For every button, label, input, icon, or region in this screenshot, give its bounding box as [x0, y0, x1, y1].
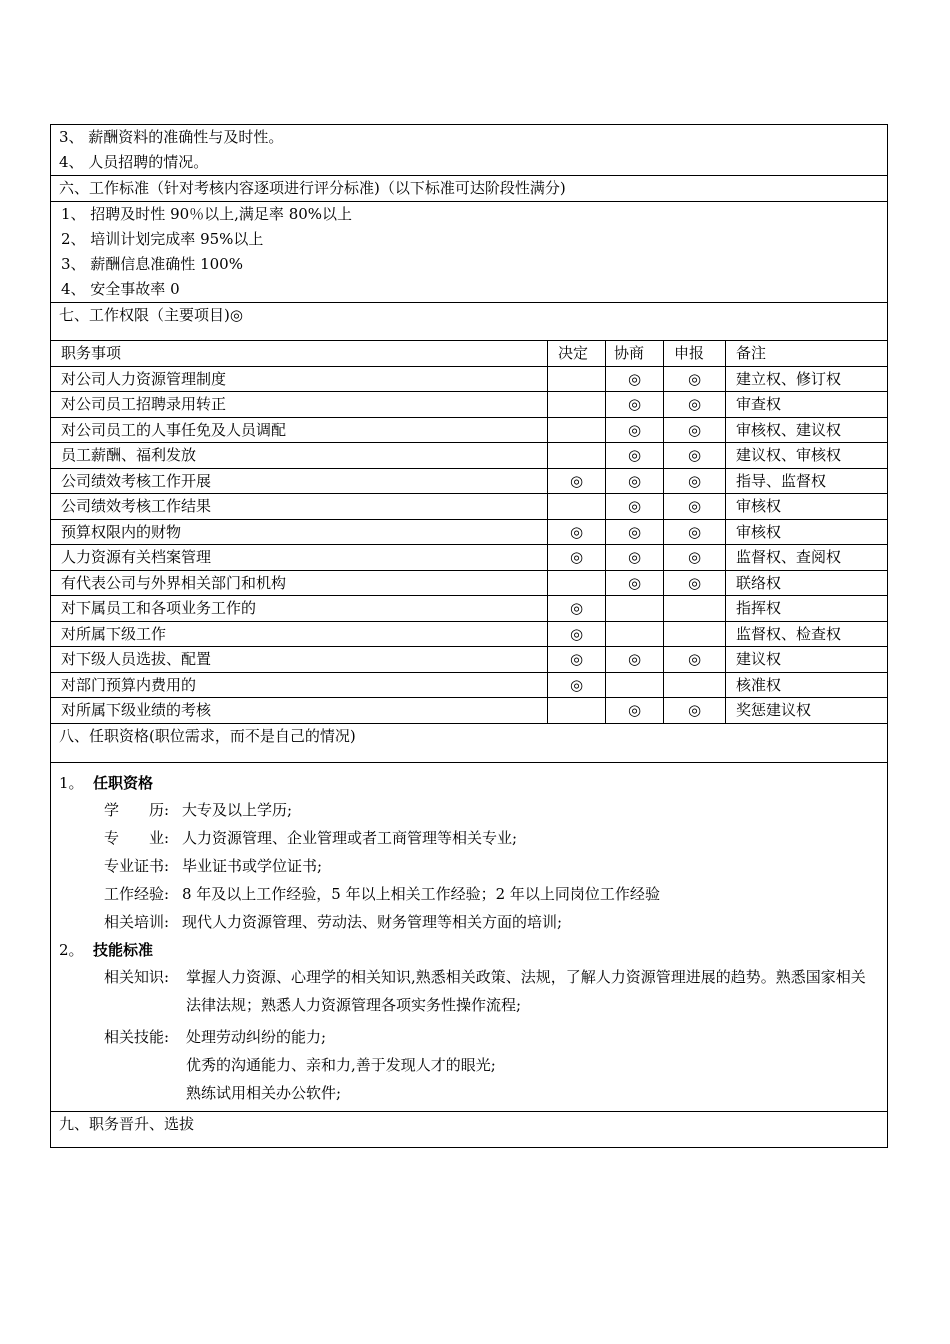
skills-heading [59, 938, 879, 963]
consult-mark: ◎ [606, 545, 664, 571]
section-title: 六、工作标准（针对考核内容逐项进行评分标准)（以下标准可达阶段性满分) [59, 179, 566, 197]
standard-item: 4、 安全事故率 0 [61, 280, 180, 298]
qualification-row [59, 852, 879, 880]
consult-mark [606, 596, 664, 622]
knowledge-label: 相关知识: [104, 967, 170, 986]
skill-row [59, 1023, 879, 1107]
decide-mark: ◎ [548, 672, 606, 698]
skill-item: 熟练试用相关办公软件; [186, 1083, 342, 1102]
report-mark: ◎ [664, 570, 726, 596]
section-title: 七、工作权限（主要项目)◎ [59, 306, 243, 324]
remark: 联络权 [726, 570, 888, 596]
section9-title-row [51, 1111, 888, 1147]
authority-row [51, 596, 888, 622]
authority-row [51, 494, 888, 520]
authority-item: 对下属员工和各项业务工作的 [51, 596, 548, 622]
authority-item: 对所属下级工作 [51, 621, 548, 647]
section7-title-row [51, 303, 888, 341]
consult-mark [606, 672, 664, 698]
remark: 审核权 [726, 494, 888, 520]
remark: 监督权、查阅权 [726, 545, 888, 571]
authority-item: 公司绩效考核工作结果 [51, 494, 548, 520]
authority-item: 对所属下级业绩的考核 [51, 698, 548, 724]
assessment-item: 3、 薪酬资料的准确性与及时性。 [59, 128, 284, 146]
remark: 审核权 [726, 519, 888, 545]
decide-mark [548, 366, 606, 392]
section6-title-row [51, 176, 888, 202]
remark: 审核权、建议权 [726, 417, 888, 443]
skill-item: 处理劳动纠纷的能力; [186, 1027, 327, 1046]
qual-value: 大专及以上学历; [182, 800, 293, 819]
authority-row [51, 647, 888, 673]
knowledge-row [59, 963, 879, 1019]
qual-label: 专 业: [104, 828, 170, 847]
qual-label: 工作经验: [104, 884, 170, 903]
report-mark: ◎ [664, 366, 726, 392]
heading-text: 任职资格 [93, 773, 154, 792]
remark: 建议权 [726, 647, 888, 673]
qual-label: 专业证书: [104, 856, 170, 875]
decide-mark [548, 443, 606, 469]
authority-row [51, 672, 888, 698]
remark: 指挥权 [726, 596, 888, 622]
consult-mark: ◎ [606, 570, 664, 596]
qualification-row [59, 880, 879, 908]
column-header: 决定 [548, 341, 606, 367]
authority-item: 对公司人力资源管理制度 [51, 366, 548, 392]
decide-mark [548, 417, 606, 443]
decide-mark: ◎ [548, 519, 606, 545]
authority-row [51, 698, 888, 724]
authority-row [51, 545, 888, 571]
standard-item: 1、 招聘及时性 90％以上,满足率 80%以上 [61, 205, 353, 223]
assessment-items-row [51, 125, 888, 176]
column-header: 备注 [726, 341, 888, 367]
skill-item: 优秀的沟通能力、亲和力,善于发现人才的眼光; [186, 1055, 496, 1074]
qual-value: 人力资源管理、企业管理或者工商管理等相关专业; [182, 828, 518, 847]
heading-number: 1。 [59, 773, 84, 792]
qualification-row [59, 796, 879, 824]
column-header: 申报 [664, 341, 726, 367]
decide-mark [548, 494, 606, 520]
section-title: 八、任职资格(职位需求，而不是自己的情况) [59, 726, 356, 745]
report-mark [664, 672, 726, 698]
qualification-heading [59, 771, 879, 796]
report-mark: ◎ [664, 443, 726, 469]
column-header: 职务事项 [51, 341, 548, 367]
consult-mark: ◎ [606, 647, 664, 673]
section8-title-row [51, 723, 888, 762]
report-mark: ◎ [664, 519, 726, 545]
authority-row [51, 392, 888, 418]
column-header: 协商 [606, 341, 664, 367]
decide-mark [548, 698, 606, 724]
authority-item: 有代表公司与外界相关部门和机构 [51, 570, 548, 596]
report-mark: ◎ [664, 417, 726, 443]
decide-mark: ◎ [548, 596, 606, 622]
heading-number: 2。 [59, 940, 84, 959]
standard-item: 3、 薪酬信息准确性 100% [61, 255, 243, 273]
authority-item: 对公司员工招聘录用转正 [51, 392, 548, 418]
authority-item: 预算权限内的财物 [51, 519, 548, 545]
consult-mark: ◎ [606, 366, 664, 392]
section8-content-row [51, 762, 888, 1111]
remark: 建议权、审核权 [726, 443, 888, 469]
report-mark: ◎ [664, 392, 726, 418]
knowledge-value: 掌握人力资源、心理学的相关知识,熟悉相关政策、法规，了解人力资源管理进展的趋势。熟悉国家相关法律法规；熟悉人力资源管理各项实务性操作流程; [186, 967, 866, 1014]
authority-item: 员工薪酬、福利发放 [51, 443, 548, 469]
standard-item: 2、 培训计划完成率 95%以上 [61, 230, 264, 248]
authority-row [51, 443, 888, 469]
skill-list [186, 1023, 879, 1107]
decide-mark: ◎ [548, 621, 606, 647]
authority-row [51, 621, 888, 647]
decide-mark: ◎ [548, 468, 606, 494]
report-mark: ◎ [664, 468, 726, 494]
report-mark [664, 621, 726, 647]
heading-text: 技能标准 [93, 940, 154, 959]
consult-mark: ◎ [606, 443, 664, 469]
qualification-row [59, 908, 879, 936]
authority-item: 对下级人员选拔、配置 [51, 647, 548, 673]
consult-mark: ◎ [606, 417, 664, 443]
report-mark: ◎ [664, 494, 726, 520]
consult-mark: ◎ [606, 468, 664, 494]
authority-row [51, 468, 888, 494]
assessment-item: 4、 人员招聘的情况。 [59, 153, 209, 171]
report-mark [664, 596, 726, 622]
authority-row [51, 519, 888, 545]
qualification-row [59, 824, 879, 852]
job-description-table [50, 124, 888, 1148]
remark: 核准权 [726, 672, 888, 698]
decide-mark [548, 570, 606, 596]
authority-row [51, 570, 888, 596]
decide-mark: ◎ [548, 647, 606, 673]
authority-item: 对部门预算内费用的 [51, 672, 548, 698]
consult-mark: ◎ [606, 519, 664, 545]
remark: 指导、监督权 [726, 468, 888, 494]
consult-mark: ◎ [606, 698, 664, 724]
remark: 建立权、修订权 [726, 366, 888, 392]
authority-row [51, 417, 888, 443]
document-page [50, 124, 887, 1148]
authority-row [51, 366, 888, 392]
consult-mark [606, 621, 664, 647]
report-mark: ◎ [664, 647, 726, 673]
authority-item: 公司绩效考核工作开展 [51, 468, 548, 494]
decide-mark [548, 392, 606, 418]
section6-items-row [51, 202, 888, 303]
remark: 奖惩建议权 [726, 698, 888, 724]
qual-value: 现代人力资源管理、劳动法、财务管理等相关方面的培训; [182, 912, 563, 931]
section-title: 九、职务晋升、选拔 [59, 1114, 195, 1133]
authority-item: 人力资源有关档案管理 [51, 545, 548, 571]
remark: 审查权 [726, 392, 888, 418]
authority-header-row [51, 341, 888, 367]
qual-value: 毕业证书或学位证书; [182, 856, 323, 875]
remark: 监督权、检查权 [726, 621, 888, 647]
report-mark: ◎ [664, 698, 726, 724]
report-mark: ◎ [664, 545, 726, 571]
qual-label: 相关培训: [104, 912, 170, 931]
consult-mark: ◎ [606, 392, 664, 418]
consult-mark: ◎ [606, 494, 664, 520]
authority-item: 对公司员工的人事任免及人员调配 [51, 417, 548, 443]
qual-label: 学 历: [104, 800, 170, 819]
decide-mark: ◎ [548, 545, 606, 571]
qual-value: 8 年及以上工作经验，5 年以上相关工作经验；2 年以上同岗位工作经验 [182, 884, 660, 903]
skill-label: 相关技能: [104, 1027, 170, 1046]
